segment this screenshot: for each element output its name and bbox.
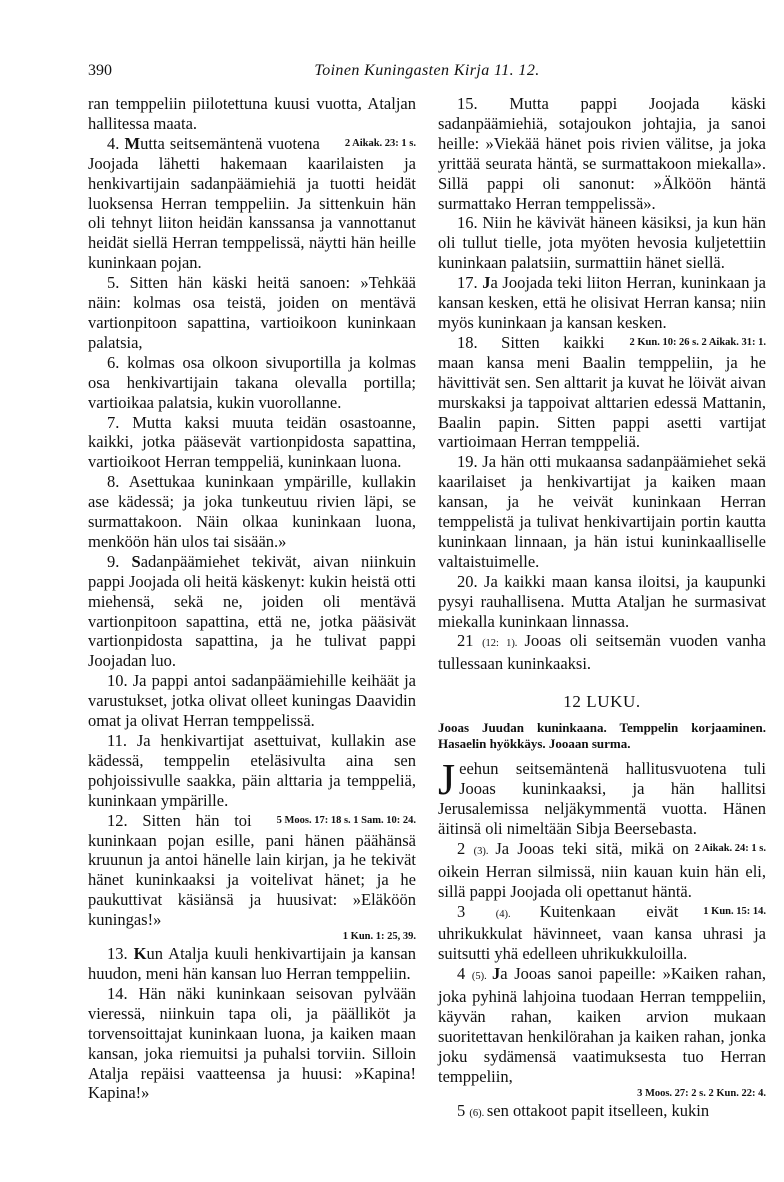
left-verse: [88, 94, 416, 134]
verse-text: Kuitenkaan eivät uhrikukkulat hävinneet, vaan kansa uhrasi ja suitsutti yhä edelleen uhrikukkuloilla.: [438, 901, 766, 964]
verse-number: 12.: [106, 810, 143, 830]
verse-text: un Atalja kuuli henkivartijain ja kansan huudon, meni hän kansan luo Herran temppeliin.: [88, 944, 416, 983]
verse-text: Ja kaikki maan kansa iloitsi, ja kaupunki pysyi rauhallisena. Mutta Ataljan he surmasivat miekalla kuninkaan linnassa.: [438, 571, 767, 631]
page-number: 390: [88, 62, 112, 79]
cross-reference: 5 Moos. 17: 18 s. 1 Sam. 10: 24.: [276, 814, 416, 826]
opening-text: eehun seitsemäntenä hallitusvuotena tuli Jooas kuninkaaksi, ja hän hallitsi Jerusalemissa neljäkymmentä vuotta. Hänen äitinsä oli nimeltään Sibja Beersebasta.: [438, 759, 766, 838]
verse-text: a Joojada teki liiton Herran, kuninkaan ja kansan kesken, että he olisivat Herran kansa; niin myös kuninkaan ja kansan kesken.: [438, 273, 767, 332]
verse-number: 6.: [106, 352, 128, 372]
opening-reference: 2 Aikak. 24: 1 s.: [694, 842, 766, 854]
verse-number: 10.: [106, 671, 133, 691]
verse-alt-number: (5).: [471, 971, 492, 983]
right-verses: [438, 94, 766, 674]
left-verse: [88, 413, 416, 473]
verse-number: 5: [456, 1100, 470, 1120]
verse-text: Hän näki kuninkaan seisovan pylvään vieressä, niinkuin tapa oli, ja päälliköt ja torvensoittajat kuninkaan luona, ja kaiken maan kansan, joka riemuitsi ja puhalsi torviin. Silloin Atalja repäisi vaatteensa ja huusi: »Kapina! Kapina!»: [88, 983, 417, 1103]
verse-number: 9.: [106, 551, 132, 571]
left-verse: [88, 944, 416, 984]
right-verse: [438, 333, 766, 452]
right-verse: [438, 273, 766, 333]
verse-initial: J: [482, 273, 491, 293]
chapter-title: 12 LUKU.: [563, 692, 641, 712]
left-verse: [88, 811, 416, 930]
drop-cap: J: [438, 755, 456, 805]
verse-number: 21: [456, 631, 483, 651]
left-verse: [88, 472, 416, 552]
verse-text: ran temppeliin piilotettuna kuusi vuotta, Ataljan hallitessa maata.: [88, 94, 416, 133]
verse-number: 20.: [456, 571, 485, 591]
left-column: [88, 94, 416, 1103]
chapter-verse: [438, 964, 766, 1086]
chapter-verse: [438, 902, 766, 965]
verse-text: Sitten kaikki maan kansa meni Baalin temppeliin, ja he hävittivät sen. Sen alttarit ja kuvat he löivät aivan murskaksi ja tappoivat alttarien edessä Mattanin, Baalin papin. Sitten pappi asetti vartijat vartioimaan Herran temppeliä.: [438, 332, 766, 452]
chapter-summary: Jooas Juudan kuninkaana. Temppelin korjaaminen. Hasaelin hyökkäys. Jooaan surma.: [438, 720, 766, 751]
cross-reference: 1 Kun. 15: 14.: [703, 905, 766, 917]
cross-reference: 2 Kun. 10: 26 s. 2 Aikak. 31: 1.: [629, 336, 766, 348]
left-verse: [88, 552, 416, 671]
left-verse: [88, 671, 416, 731]
right-verse: [438, 94, 766, 213]
verse-number: 16.: [456, 213, 483, 233]
verse-number: 11.: [106, 731, 137, 750]
verse-text: Niin he kävivät häneen käsiksi, ja kun hän oli tullut tielle, jota myöten hevosia kuljetettiin kuninkaan palatsiin, surmattiin hänet siellä.: [438, 213, 767, 273]
verse-number: 2: [456, 838, 474, 858]
verse-number: 5.: [106, 273, 130, 293]
left-verse: [88, 984, 416, 1103]
running-header: [88, 62, 766, 86]
left-verse: [88, 731, 416, 811]
verse-text: sen ottakoot papit itselleen, kukin: [486, 1100, 710, 1120]
verse-number: 14.: [106, 983, 139, 1003]
verse-number: 18.: [456, 332, 502, 352]
verse-text: Sitten hän toi kuninkaan pojan esille, pani hänen päähänsä kruunun ja antoi hänelle lain kirjan, ja he tekivät hänet kuninkaaksi ja voitelivat hänet; ja he paukuttivat käsiänsä ja huusivat: »Eläköön kuningas!»: [88, 810, 416, 930]
left-verse: [88, 273, 416, 353]
right-verse: [438, 572, 766, 632]
chapter-opening: [438, 755, 766, 854]
verse-text: Ja Jooas teki sitä, mikä on oikein Herran silmissä, niin kauan kuin hän eli, sillä pappi Joojada oli opettanut häntä.: [438, 838, 766, 901]
right-verse: [438, 631, 766, 674]
verse-number: 13.: [106, 944, 134, 964]
verse-text: Jooas oli seitsemän vuoden vanha tullessaan kuninkaaksi.: [438, 631, 766, 674]
verse-text: Sitten hän käski heitä sanoen: »Tehkää näin: kolmas osa teistä, joiden on mentävä vartionpitoon sapattina, vartioikoon kuninkaan palatsia,: [88, 273, 416, 352]
verse-text: Ja pappi antoi sadanpäämiehille keihäät ja varustukset, jotka olivat olleet kuningas Daavidin omat ja olivat Herran temppelissä.: [88, 671, 416, 731]
running-title: Toinen Kuningasten Kirja 11. 12.: [314, 62, 540, 79]
left-verse: [88, 353, 416, 413]
verse-text: adanpäämiehet tekivät, aivan niinkuin pappi Joojada oli heitä käskenyt: kukin heistä otti miehensä, sekä ne, joiden oli mentävä vartionpitoon sapattina, että ne, jotka pääsivät vartionpidosta sapattina, ja he tulivat pappi Joojadan luo.: [88, 551, 417, 671]
chapter-verse: [438, 1101, 766, 1124]
verse-text: Ja hän otti mukaansa sadanpäämiehet sekä kaarilaiset ja henkivartijat ja kaiken maan kansan, ja he veivät kuninkaan Herran temppelistä ja tulivat henkivartijain portin kautta kuninkaan linnaan, ja hän istui kuninkaalliselle valtaistuimelle.: [438, 452, 767, 571]
verse-initial: K: [133, 944, 147, 964]
verse-initial: S: [131, 551, 141, 571]
verse-alt-number: (3).: [473, 845, 496, 857]
chapter-verses: [438, 839, 766, 1124]
verse-number: 8.: [106, 472, 129, 492]
verse-number: 3: [456, 901, 496, 921]
verse-alt-number: (4).: [495, 908, 540, 920]
cross-reference: 2 Aikak. 23: 1 s.: [344, 137, 416, 149]
right-verse: [438, 452, 766, 571]
verse-number: 17.: [456, 273, 483, 293]
cross-reference: 3 Moos. 27: 2 s. 2 Kun. 22: 4.: [637, 1087, 766, 1099]
cross-reference: 1 Kun. 1: 25, 39.: [342, 931, 416, 943]
verse-text: Ja henkivartijat asettuivat, kullakin ase kädessä, temppelin eteläsivulta aina sen pohjoissivulle saakka, päin alttaria ja temppeliä, kuninkaan ympärille.: [88, 731, 416, 810]
left-verse: [88, 134, 416, 273]
verse-text: Mutta pappi Joojada käski sadanpäämiehiä, sotajoukon johtajia, ja sanoi heille: »Viekää hänet pois rivien välitse, ja joka yrittää seurata häntä, se surmattakoon miekalla». Sillä pappi oli sanonut: »Älköön häntä surmattako Herran temppelissä».: [438, 94, 766, 213]
verse-number: 15.: [456, 94, 510, 113]
right-verse: [438, 213, 766, 273]
verse-text: a Jooas sanoi papeille: »Kaiken rahan, joka pyhinä lahjoina tuodaan Herran temppeliin, käyvän rahan, kaiken arvion mukaan suoritettavan henkilörahan ja kaiken rahan, jonka joku sydämensä vaatimuksesta tuo Herran temppeliin,: [438, 964, 766, 1086]
verse-initial: J: [491, 964, 501, 984]
verse-initial: M: [124, 133, 141, 153]
verse-text: utta seitsemäntenä vuotena Joojada lähetti hakemaan kaarilaisten ja henkivartijain sadanpäämiehiä ja tuotti heidät luoksensa Herran temppeliin. Ja sittenkuin hän oli tehnyt liiton heidän kanssansa ja vannottanut heidät siellä Herran temppelissä, näytti hän heille kuninkaan pojan.: [88, 133, 416, 273]
verse-number: 4: [456, 964, 472, 984]
verse-alt-number: (12: 1).: [482, 638, 525, 650]
verse-text: Mutta kaksi muuta teidän osastoanne, kaikki, jotka pääsevät vartionpidosta sapattina, vartioikoot Herran temppeliä, kuninkaan luona.: [88, 412, 417, 472]
verse-number: 19.: [456, 452, 483, 472]
verse-text: kolmas osa olkoon sivuportilla ja kolmas osa henkivartijain takana olevalla portilla; vartioikaa palatsia, kukin vuorollanne.: [88, 352, 417, 412]
verse-number: 7.: [106, 412, 133, 432]
right-column: [438, 94, 766, 1124]
verse-number: 4.: [106, 133, 125, 153]
verse-text: Asettukaa kuninkaan ympärille, kullakin ase kädessä; ja joka tunkeutuu rivien läpi, se surmattakoon. Näin olkaa kuninkaan luona, menköön hän ulos tai sisään.»: [88, 472, 416, 551]
verse-alt-number: (6).: [469, 1107, 487, 1119]
